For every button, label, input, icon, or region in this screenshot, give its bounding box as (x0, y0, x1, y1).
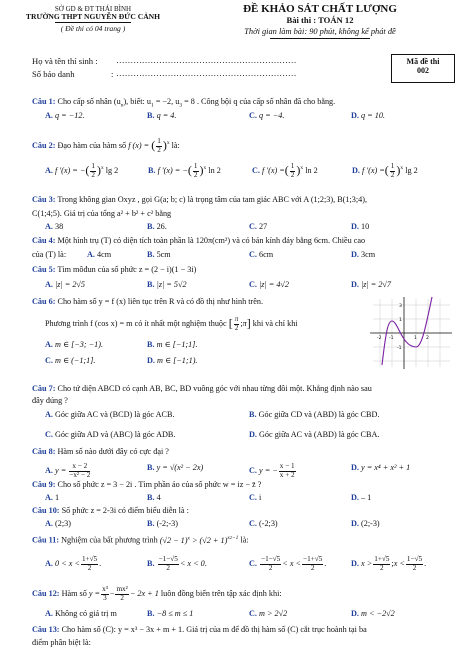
q4-option-d[interactable]: D. 3cm (351, 250, 376, 259)
graph-curve (382, 297, 432, 365)
graph-x-tick: 2 (426, 336, 429, 341)
q6-option-d[interactable]: D. m ∈ [−1;1). (147, 356, 198, 365)
exam-code-value: 002 (417, 66, 429, 76)
q8-option-a[interactable]: A. y = $\frac{x - 2}{\text{−x² − 2}}$ (45, 462, 91, 479)
q1-text2: ), biết: u (123, 97, 151, 106)
question-1: Câu 1: Cho cấp số nhân $(u_n)$, biết: $u_1 = -2$, $u_3 = 8$ . Công bội q của cấp số nhân đã cho bằng. (32, 97, 336, 109)
graph-y-tick: 3 (399, 304, 402, 309)
question-3-line2: C(1;4;5). Giá trị của tổng a² + b² + c² bằng (32, 209, 172, 218)
q8-option-b[interactable]: B. y = √(x² − 2x) (147, 463, 204, 472)
q3-option-a[interactable]: A. 38 (45, 222, 64, 231)
q7-option-b[interactable]: B. Góc giữa CD và (ABD) là góc CBD. (249, 410, 380, 419)
q10-option-a[interactable]: A. (2;3) (45, 519, 71, 528)
q9-option-a[interactable]: A. 1 (45, 493, 60, 502)
q12-option-a[interactable]: A. Không có giá trị m (45, 609, 117, 618)
q10-option-c[interactable]: C. (-2;3) (249, 519, 278, 528)
question-3: Câu 3: Trong không gian Oxyz , gọi G(a; b; c) là trọng tâm của tam giác ABC với A (1;2;3), B(1;3;4), (32, 195, 367, 204)
q12-option-c[interactable]: C. m > 2√2 (249, 609, 288, 618)
question-8: Câu 8: Hàm số nào dưới đây có cực đại ? (32, 447, 169, 456)
q11-option-a[interactable]: A. 0 < x < $\frac{1+√5}{2}$ . (45, 555, 102, 572)
q2-number: Câu 2: (32, 140, 56, 150)
question-13-line2: điểm phân biệt là: (32, 638, 91, 647)
question-7: Câu 7: Cho tứ diện ABCD có cạnh AB, BC, BD vuông góc với nhau từng đôi một. Khẳng định nào sau (32, 384, 372, 393)
q7-option-d[interactable]: D. Góc giữa AC và (ABD) là góc CBA. (249, 430, 380, 439)
q1-text: Cho cấp số nhân (u (57, 97, 121, 106)
exam-time: Thời gian làm bài: 90 phút, không kể phát đề (244, 27, 396, 36)
q5-option-c[interactable]: C. |z| = 4√2 (249, 280, 290, 289)
question-7-line2: đây đúng ? (32, 396, 68, 405)
graph-y-tick: -1 (397, 346, 402, 351)
q2-option-d[interactable]: D. f ′(x) =( $\frac{1}{2}$ )$^x$ lg 2 (352, 162, 418, 179)
q2-text: Đạo hàm của hàm số (57, 140, 127, 150)
q5-option-b[interactable]: B. |z| = 5√2 (147, 280, 187, 289)
school-underline (55, 22, 131, 23)
q1-option-c[interactable]: C. q = −4. (249, 111, 285, 120)
q11-option-c[interactable]: C. $\frac{-1-√5}{2}$ < x < $\frac{-1+√5}{2}$ . (249, 555, 327, 572)
pages-note: ( Đề thi có 04 trang ) (60, 24, 126, 33)
q1-text3: = −2, u (153, 97, 180, 106)
question-9: Câu 9: Cho số phức z = 3 − 2i . Tìm phần ảo của số phức w = iz − z̄ ? (32, 480, 262, 489)
exam-code-label: Mã đề thi (406, 57, 440, 66)
q10-option-b[interactable]: B. (-2;-3) (147, 519, 178, 528)
q4-option-b[interactable]: B. 5cm (147, 250, 171, 259)
q5-option-d[interactable]: D. |z| = 2√7 (351, 280, 392, 289)
q2-option-a[interactable]: A. f ′(x) = −( $\frac{1}{2}$ )$^x$ lg 2 (45, 162, 119, 179)
question-6: Câu 6: Cho hàm số y = f (x) liên tục trên R và có đồ thị như hình trên. (32, 297, 264, 306)
exam-subject: Bài thi : TOÁN 12 (286, 15, 354, 25)
q11-option-d[interactable]: D. x > $\frac{1+√5}{2}$ ;x < $\frac{1-√5}{2}$ . (351, 555, 427, 572)
dept-name: SỞ GD & ĐT THÁI BÌNH (54, 5, 132, 13)
graph-y-tick: 1 (399, 318, 402, 323)
q2-la: là: (171, 140, 180, 150)
question-6-line2: Phương trình f (cos x) = m có ít nhất một nghiệm thuộc [ $\frac{\pi}{2}$ ;π] khi và chỉ khi (45, 315, 298, 332)
q9-option-c[interactable]: C. i (249, 493, 262, 502)
q7-option-a[interactable]: A. Góc giữa AC và (BCD) là góc ACB. (45, 410, 175, 419)
id-dots[interactable]: ……………………………………………………… (116, 68, 297, 78)
q3-option-b[interactable]: B. 26. (147, 222, 167, 231)
q12-option-b[interactable]: B. −8 ≤ m ≤ 1 (147, 609, 194, 618)
q12-option-d[interactable]: D. m < −2√2 (351, 609, 395, 618)
q6-option-c[interactable]: C. m ∈ (−1;1]. (45, 356, 96, 365)
question-5: Câu 5: Tìm môđun của số phức z = (2 − i)(1 − 3i) (32, 265, 197, 274)
q1-option-b[interactable]: B. q = 4. (147, 111, 177, 120)
exam-code-box (391, 54, 455, 83)
q2-option-b[interactable]: B. f ′(x) = −( $\frac{1}{2}$ )$^x$ ln 2 (148, 162, 221, 179)
question-2: Câu 2: Đạo hàm của hàm số f (x) = ( $\frac{1}{2}$ )$^x$ là: (32, 137, 180, 154)
name-label: Họ và tên thí sinh : (32, 56, 98, 66)
exam-title: ĐỀ KHẢO SÁT CHẤT LƯỢNG (243, 3, 397, 15)
q7-option-c[interactable]: C. Góc giữa AD và (ABC) là góc ADB. (45, 430, 176, 439)
question-4: Câu 4: Một hình trụ (T) có diện tích toàn phần là 120π(cm²) và có bán kính đáy bằng 6cm. Chiều cao (32, 236, 366, 245)
q2-function: f (x) = (128, 140, 150, 150)
q4-option-c[interactable]: C. 6cm (249, 250, 274, 259)
name-dots[interactable]: ……………………………………………………… (116, 55, 297, 65)
id-colon: : (111, 69, 114, 79)
q9-option-b[interactable]: B. 4 (147, 493, 161, 502)
graph-x-tick: -2 (377, 336, 382, 341)
q6-option-b[interactable]: B. m ∈ [−1;1]. (147, 340, 198, 349)
question-11: Câu 11: Nghiệm của bất phương trình $(√2 - 1)^x > (√2 + 1)^{x2-1}$ là: (32, 535, 249, 545)
q10-option-d[interactable]: D. (2;-3) (351, 519, 380, 528)
id-label: Số báo danh (32, 69, 75, 79)
question-4-line2: của (T) là: (32, 250, 67, 259)
q6-option-a[interactable]: A. m ∈ [−3; −1). (45, 340, 104, 349)
question-13: Câu 13: Cho hàm số (C): y = x³ − 3x + m + 1. Giá trị của m để đồ thị hàm số (C) cắt trục hoành tại ba (32, 625, 367, 634)
question-12: Câu 12: Hàm số y = $\frac{\text{x³}}{3}$ − $\frac{\text{mx²}}{2}$ − 2x + 1 luôn đồng biến trên tập xác định khi: (32, 585, 282, 602)
question-10: Câu 10: Số phức z = 2-3i có điểm biểu diễn là : (32, 506, 189, 515)
q9-option-d[interactable]: D. – 1 (351, 493, 372, 502)
graph-x-tick: 1 (414, 336, 417, 341)
graph-x-tick: -1 (389, 336, 394, 341)
q11-option-b[interactable]: B. $\frac{-1-√5}{2}$ < x < 0. (147, 555, 207, 572)
q3-option-c[interactable]: C. 27 (249, 222, 268, 231)
school-name: TRƯỜNG THPT NGUYỄN ĐỨC CẢNH (25, 12, 161, 21)
q5-option-a[interactable]: A. |z| = 2√5 (45, 280, 86, 289)
q8-option-c[interactable]: C. y = − $\frac{x - 1}{x + 2}$ (249, 462, 295, 479)
q3-option-d[interactable]: D. 10 (351, 222, 370, 231)
q4-option-a[interactable]: A. 4cm (87, 250, 112, 259)
title-underline (270, 38, 370, 39)
q1-number: Câu 1: (32, 97, 56, 106)
q6-function-graph (368, 295, 454, 371)
q1-text4: = 8 . Công bội q của cấp số nhân đã cho bằng. (182, 97, 336, 106)
q1-option-a[interactable]: A. q = −12. (45, 111, 85, 120)
q8-option-d[interactable]: D. y = x⁴ + x² + 1 (351, 463, 411, 472)
q2-option-c[interactable]: C. f ′(x) =( $\frac{1}{2}$ )$^x$ ln 2 (252, 162, 318, 179)
q1-option-d[interactable]: D. q = 10. (351, 111, 385, 120)
